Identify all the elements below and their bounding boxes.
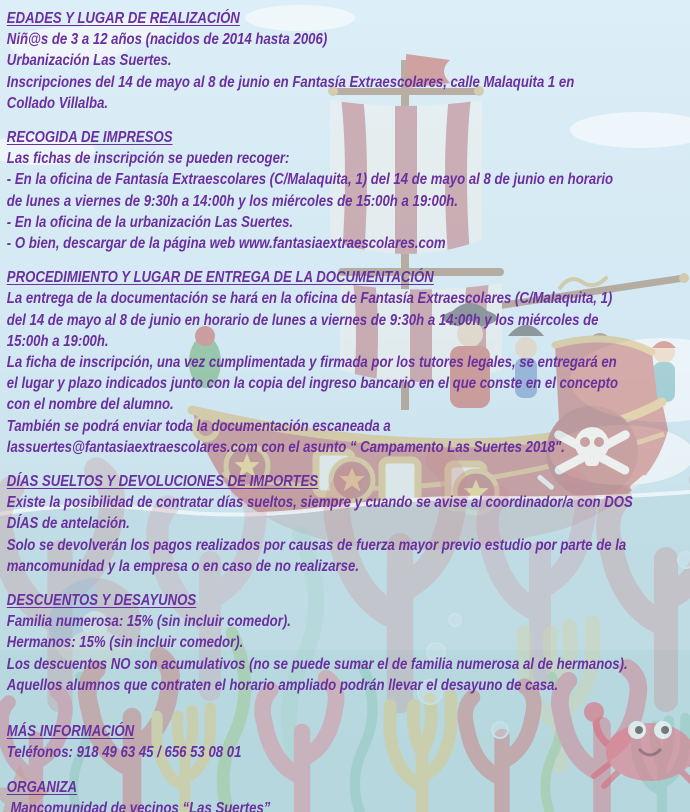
text-line: Las fichas de inscripción se pueden recoger: bbox=[6, 150, 290, 168]
text-line: También se podrá enviar toda la documentación escaneada a bbox=[6, 417, 391, 435]
text-line: Familia numerosa: 15% (sin incluir comedor). bbox=[6, 613, 291, 631]
flyer-section bbox=[7, 709, 690, 776]
text-line: DÍAS de antelación. bbox=[6, 515, 130, 533]
section-heading: DESCUENTOS Y DESAYUNOS bbox=[6, 592, 197, 610]
text-line: 15:00h a 19:00h. bbox=[6, 332, 109, 350]
text-line: Mancomunidad de vecinos “Las Suertes” bbox=[6, 799, 271, 812]
text-line: el lugar y plazo indicados junto con la copia del ingreso bancario en el que conste en el concepto bbox=[6, 375, 619, 393]
text-line: del 14 de mayo al 8 de junio en horario de lunes a viernes de 9:30h a 14:00h y los miércoles de bbox=[6, 311, 599, 329]
flyer-section bbox=[7, 777, 690, 812]
section-heading: DÍAS SUELTOS Y DEVOLUCIONES DE IMPORTES bbox=[6, 473, 319, 491]
text-line: Urbanización Las Suertes. bbox=[6, 52, 172, 70]
section-heading: EDADES Y LUGAR DE REALIZACIÓN bbox=[6, 10, 240, 27]
text-line: Niñ@s de 3 a 12 años (nacidos de 2014 hasta 2006) bbox=[6, 31, 328, 49]
text-line: Aquellos alumnos que contraten el horario ampliado podrán llevar el desayuno de casa. bbox=[6, 676, 559, 694]
flyer-section bbox=[7, 8, 690, 127]
section-heading: RECOGIDA DE IMPRESOS bbox=[6, 129, 173, 147]
text-line: - En la oficina de Fantasía Extraescolares (C/Malaquita, 1) del 14 de mayo al 8 de junio en horario bbox=[6, 171, 614, 189]
text-line: Existe la posibilidad de contratar días sueltos, siempre y cuando se avise al coordinador/a con DOS bbox=[6, 494, 633, 512]
text-line: La ficha de inscripción, una vez cumplimentada y firmada por los tutores legales, se entregará en bbox=[6, 354, 617, 372]
text-line: Solo se devolverán los pagos realizados por causas de fuerza mayor previo estudio por parte de la bbox=[6, 536, 627, 554]
section-heading: PROCEDIMIENTO Y LUGAR DE ENTREGA DE LA DOCUMENTACIÓN bbox=[6, 269, 434, 287]
text-line: Teléfonos: 918 49 63 45 / 656 53 08 01 bbox=[6, 744, 242, 762]
section-heading: ORGANIZA bbox=[6, 778, 78, 796]
text-line: Collado Villalba. bbox=[6, 94, 109, 112]
flyer-section bbox=[7, 267, 690, 471]
text-line: Inscripciones del 14 de mayo al 8 de junio en Fantasía Extraescolares, calle Malaquita 1 en bbox=[6, 73, 575, 91]
text-line: de lunes a viernes de 9:30h a 14:00h y los miércoles de 15:00h a 19:00h. bbox=[6, 192, 458, 210]
flyer-section bbox=[7, 590, 690, 709]
text-line: Los descuentos NO son acumulativos (no se puede sumar el de familia numerosa al de hermanos). bbox=[6, 655, 628, 673]
text-line: - O bien, descargar de la página web www.fantasiaextraescolares.com bbox=[6, 235, 446, 253]
text-line: lassuertes@fantasiaextraescolares.com con el asunto “ Campamento Las Suertes 2018". bbox=[6, 438, 565, 456]
flyer-section bbox=[7, 127, 690, 267]
text-line: Hermanos: 15% (sin incluir comedor). bbox=[6, 634, 244, 652]
text-line: con el nombre del alumno. bbox=[6, 396, 174, 414]
section-heading: MÁS INFORMACIÓN bbox=[6, 723, 135, 741]
text-line: La entrega de la documentación se hará en la oficina de Fantasía Extraescolares (C/Malaquita, 1) bbox=[6, 290, 613, 308]
flyer-section bbox=[7, 471, 690, 590]
text-line: - En la oficina de la urbanización Las Suertes. bbox=[6, 213, 294, 231]
text-line: mancomunidad y la empresa o en caso de no realizarse. bbox=[6, 557, 360, 575]
